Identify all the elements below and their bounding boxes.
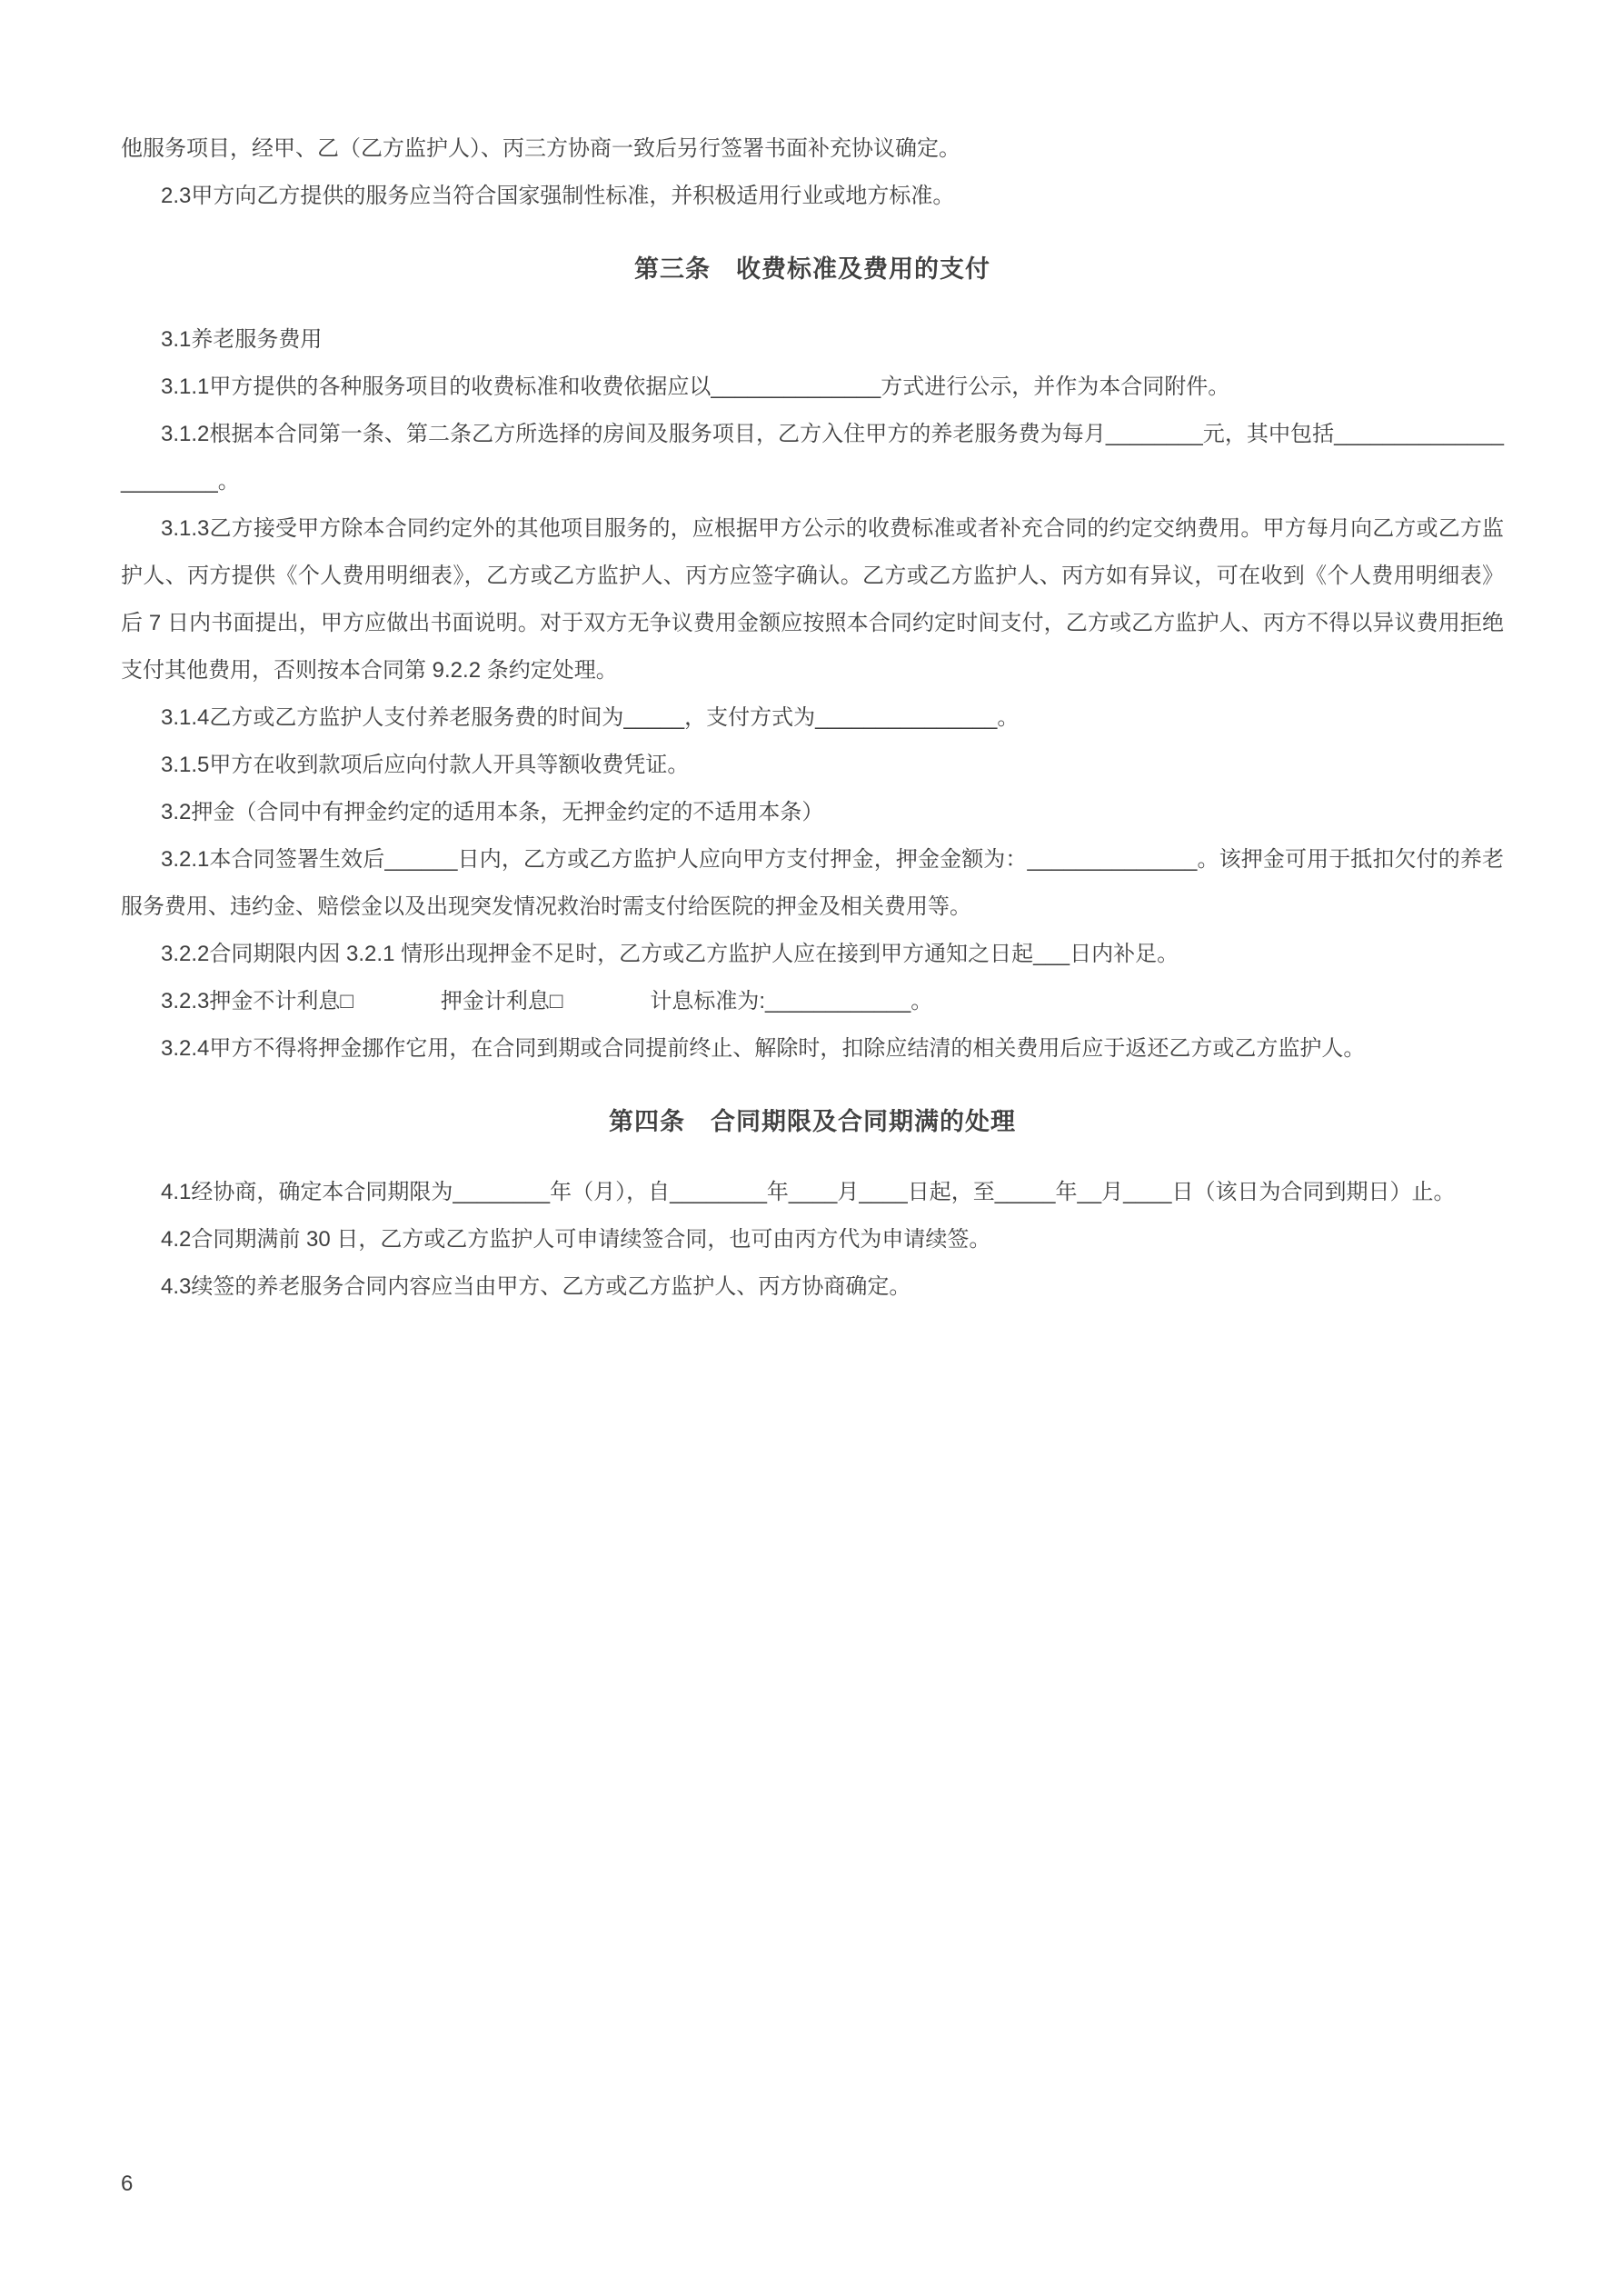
- paragraph: 3.1.2根据本合同第一条、第二条乙方所选择的房间及服务项目，乙方入住甲方的养老服务费为每月________元，其中包括______________________。: [121, 422, 1504, 494]
- paragraph: 4.3续签的养老服务合同内容应当由甲方、乙方或乙方监护人、丙方协商确定。: [161, 1274, 911, 1299]
- section-heading: 第三条 收费标准及费用的支付: [634, 255, 990, 283]
- paragraph: 3.1.1甲方提供的各种服务项目的收费标准和收费依据应以______________方式进行公示，并作为本合同附件。: [161, 374, 1230, 399]
- paragraph: 3.1养老服务费用: [161, 327, 323, 352]
- section-heading: 第四条 合同期限及合同期满的处理: [609, 1108, 1016, 1135]
- paragraph: 4.1经协商，确定本合同期限为________年（月），自________年____月____日起，至_____年__月____日（该日为合同到期日）止。: [161, 1180, 1456, 1204]
- paragraph: 3.2.1本合同签署生效后______日内，乙方或乙方监护人应向甲方支付押金，押金金额为：______________。该押金可用于抵扣欠付的养老服务费用、违约金、赔偿金以及出现突发情况救治时需支付给医院的押金及相关费用等。: [121, 847, 1504, 919]
- paragraph: 3.1.3乙方接受甲方除本合同约定外的其他项目服务的，应根据甲方公示的收费标准或者补充合同的约定交纳费用。甲方每月向乙方或乙方监护人、丙方提供《个人费用明细表》，乙方或乙方监护人、丙方应签字确认。乙方或乙方监护人、丙方如有异议，可在收到《个人费用明细表》后 7 日内书面提出，甲方应做出书面说明。对于双方无争议费用金额应按照本合同约定时间支付，乙方或乙方监护人、丙方不得以异议费用拒绝支付其他费用，否则按本合同第 9.2.2 条约定处理。: [121, 516, 1504, 683]
- document-body: [121, 125, 1504, 1311]
- paragraph: 3.1.4乙方或乙方监护人支付养老服务费的时间为_____，支付方式为_______________。: [161, 705, 1020, 730]
- page-number: 6: [121, 2171, 134, 2196]
- paragraph: 3.2.2合同期限内因 3.2.1 情形出现押金不足时，乙方或乙方监护人应在接到甲方通知之日起___日内补足。: [161, 942, 1179, 966]
- paragraph: 3.2.3押金不计利息□ 押金计利息□ 计息标准为:____________。: [161, 989, 933, 1013]
- paragraph: 3.1.5甲方在收到款项后应向付款人开具等额收费凭证。: [161, 753, 690, 777]
- paragraph: 4.2合同期满前 30 日，乙方或乙方监护人可申请续签合同，也可由丙方代为申请续签。: [161, 1227, 991, 1252]
- paragraph: 2.3甲方向乙方提供的服务应当符合国家强制性标准，并积极适用行业或地方标准。: [161, 184, 955, 208]
- paragraph: 3.2.4甲方不得将押金挪作它用，在合同到期或合同提前终止、解除时，扣除应结清的相关费用后应于返还乙方或乙方监护人。: [161, 1036, 1366, 1061]
- paragraph: 3.2押金（合同中有押金约定的适用本条，无押金约定的不适用本条）: [161, 800, 824, 824]
- paragraph: 他服务项目，经甲、乙（乙方监护人）、丙三方协商一致后另行签署书面补充协议确定。: [121, 136, 960, 161]
